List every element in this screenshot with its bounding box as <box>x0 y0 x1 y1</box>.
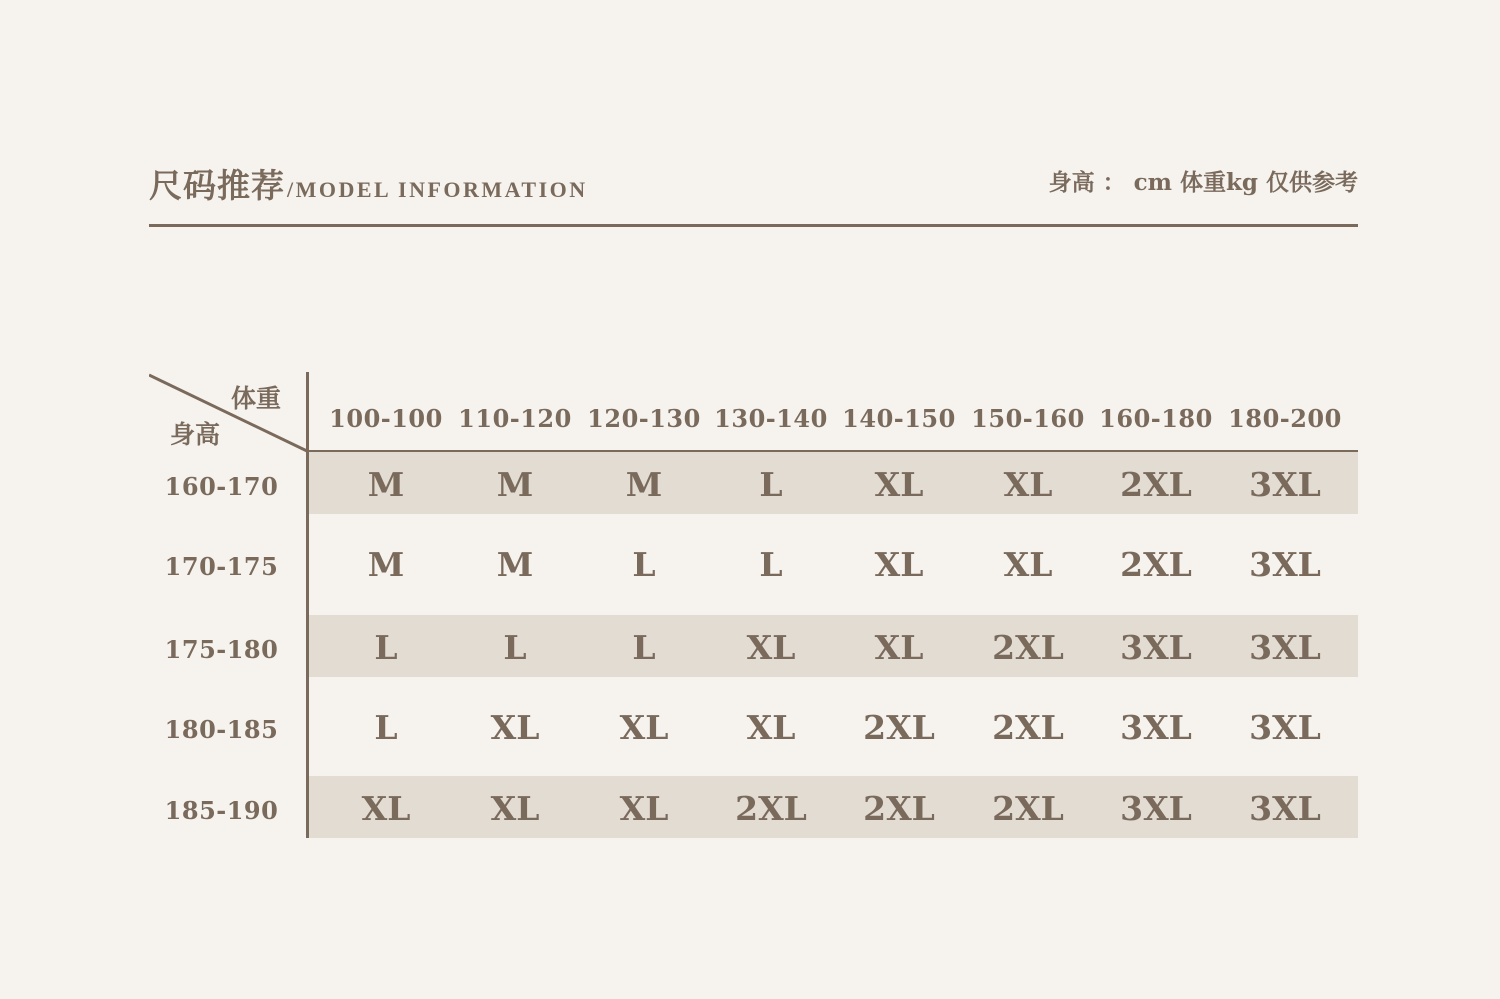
weight-range-header: 110-120 <box>458 404 572 433</box>
size-cell: 3XL <box>1249 465 1321 504</box>
header-divider <box>149 224 1358 227</box>
size-cell: L <box>632 628 656 667</box>
size-cell: 2XL <box>992 789 1064 828</box>
size-cell: XL <box>874 465 924 504</box>
size-cell: L <box>374 628 398 667</box>
corner-weight-label: 体重 <box>231 384 282 413</box>
size-cell: L <box>503 628 527 667</box>
size-cell: 2XL <box>863 708 935 747</box>
size-cell: 2XL <box>863 789 935 828</box>
weight-range-header: 100-100 <box>329 404 443 433</box>
size-cell: 3XL <box>1120 628 1192 667</box>
height-range-label: 180-185 <box>164 715 279 744</box>
size-cell: XL <box>874 545 924 584</box>
size-cell: M <box>367 545 405 584</box>
units-note: 身高 ： cm 体重kg 仅供参考 <box>1048 169 1358 196</box>
height-range-label: 160-170 <box>164 472 279 501</box>
size-cell: M <box>496 465 534 504</box>
size-cell: 3XL <box>1120 708 1192 747</box>
size-cell: L <box>759 545 783 584</box>
vertical-axis-line <box>306 372 309 838</box>
size-cell: 2XL <box>1120 465 1192 504</box>
size-cell: M <box>367 465 405 504</box>
size-cell: 2XL <box>1120 545 1192 584</box>
size-cell: L <box>632 545 656 584</box>
weight-range-header: 130-140 <box>714 404 828 433</box>
weight-range-header: 120-130 <box>587 404 701 433</box>
weight-range-header: 140-150 <box>842 404 956 433</box>
title-chinese: 尺码推荐 <box>149 166 285 205</box>
size-cell: 2XL <box>992 628 1064 667</box>
size-cell: XL <box>1003 545 1053 584</box>
size-table <box>149 372 1358 838</box>
height-range-label: 185-190 <box>164 796 279 825</box>
corner-height-label: 身高 <box>170 420 221 449</box>
size-cell: 3XL <box>1249 628 1321 667</box>
size-cell: 2XL <box>735 789 807 828</box>
size-cell: 2XL <box>992 708 1064 747</box>
height-range-label: 175-180 <box>164 635 279 664</box>
size-cell: M <box>625 465 663 504</box>
size-cell: 3XL <box>1120 789 1192 828</box>
size-cell: M <box>496 545 534 584</box>
title-english: /MODEL INFORMATION <box>287 177 588 202</box>
size-cell: 3XL <box>1249 545 1321 584</box>
size-cell: XL <box>490 789 540 828</box>
size-cell: XL <box>619 789 669 828</box>
weight-range-header: 150-160 <box>971 404 1085 433</box>
size-cell: XL <box>619 708 669 747</box>
size-cell: XL <box>490 708 540 747</box>
size-cell: L <box>374 708 398 747</box>
size-cell: XL <box>1003 465 1053 504</box>
size-cell: XL <box>874 628 924 667</box>
size-cell: 3XL <box>1249 708 1321 747</box>
size-cell: XL <box>746 708 796 747</box>
height-range-label: 170-175 <box>164 552 279 581</box>
weight-range-header: 180-200 <box>1228 404 1342 433</box>
size-cell: 3XL <box>1249 789 1321 828</box>
size-cell: XL <box>746 628 796 667</box>
header <box>149 152 1358 212</box>
weight-range-header: 160-180 <box>1099 404 1213 433</box>
size-cell: L <box>759 465 783 504</box>
page-title <box>149 160 588 207</box>
size-cell: XL <box>361 789 411 828</box>
